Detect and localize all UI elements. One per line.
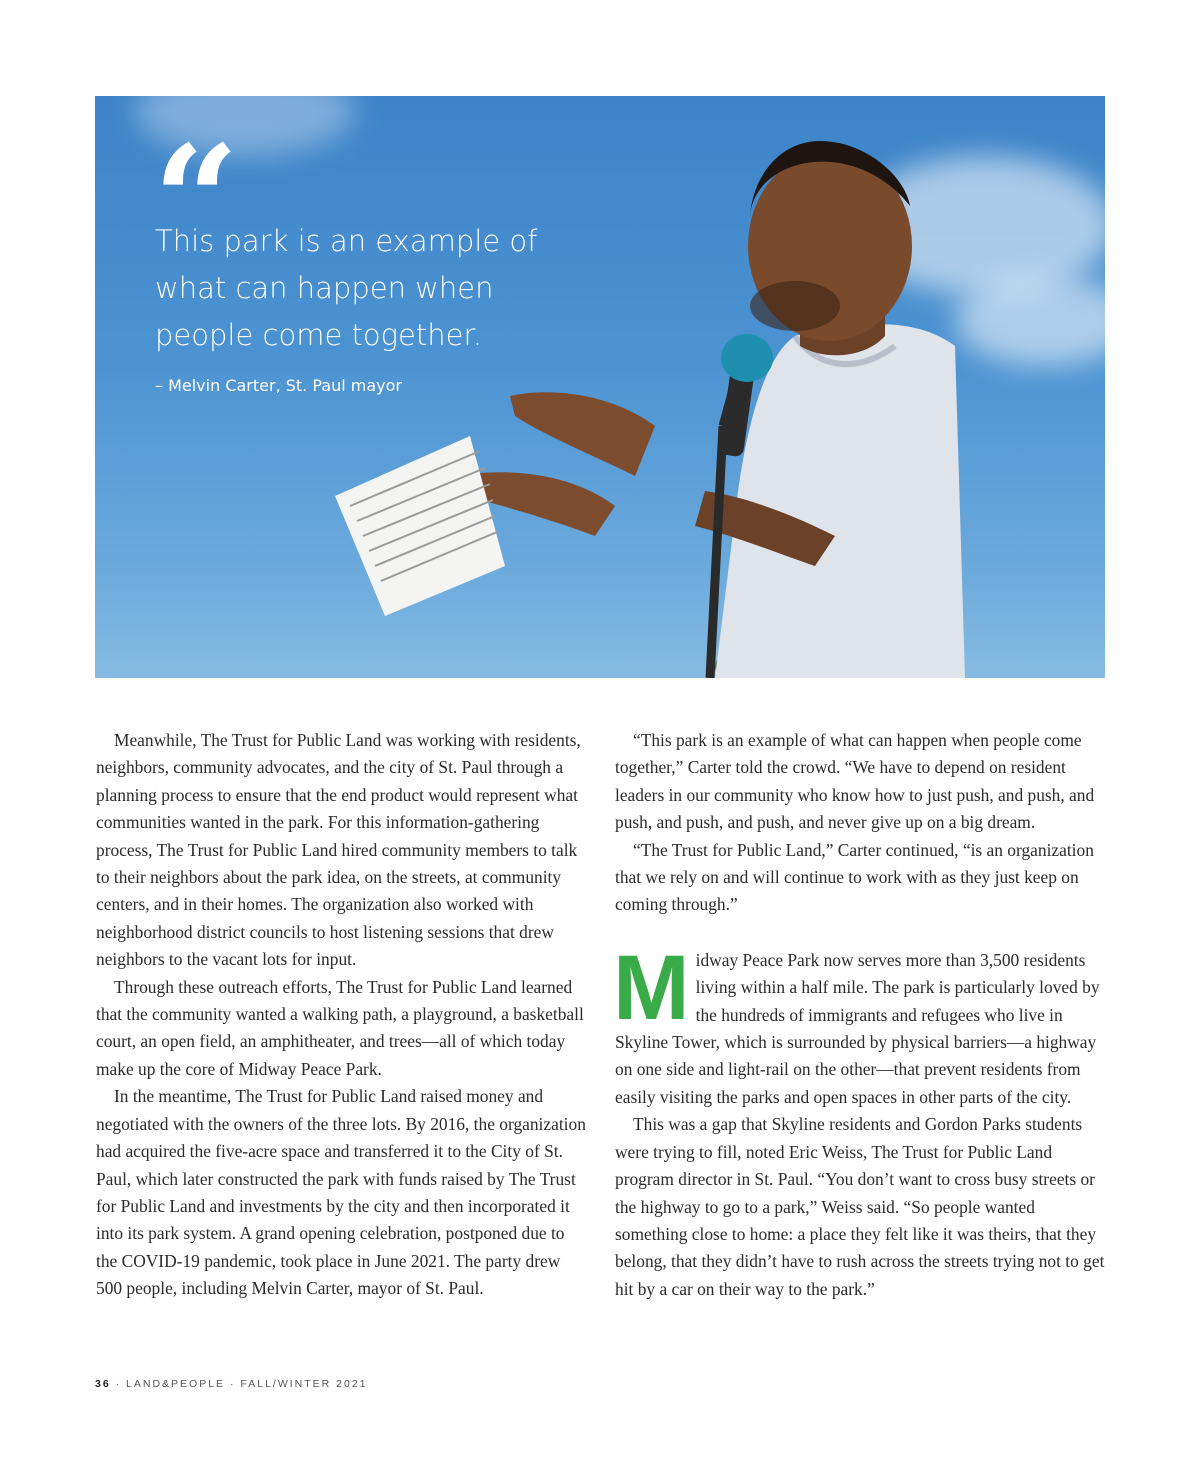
page-number: 36 xyxy=(95,1378,111,1390)
body-paragraph: “The Trust for Public Land,” Carter continued, “is an organization that we rely on and will continue to work with as they just keep on coming through.” xyxy=(615,839,1094,915)
article-column-right xyxy=(615,727,1107,1303)
drop-cap: M xyxy=(613,936,690,1039)
article-column-left xyxy=(96,727,588,1303)
pull-quote-line: people come together. xyxy=(155,318,482,352)
body-paragraph: Through these outreach efforts, The Trust for Public Land learned that the community wanted a walking path, a playground, a basketball court, an open field, an amphitheater, and trees—all of which today make up the core of Midway Peace Park. xyxy=(96,976,584,1079)
quote-attribution: – Melvin Carter, St. Paul mayor xyxy=(155,376,402,395)
body-paragraph: This was a gap that Skyline residents and Gordon Parks students were trying to fill, noted Eric Weiss, The Trust for Public Land program director in St. Paul. “You don’t want to cross busy streets or the highway to go to a park,” Weiss said. “So people wanted something close to home: a place they felt like it was theirs, that they belong, that they didn’t have to rush across the streets trying not to get hit by a car on their way to the park.” xyxy=(615,1114,1105,1299)
body-paragraph: In the meantime, The Trust for Public Land raised money and negotiated with the owners of the three lots. By 2016, the organization had acquired the five-acre space and transferred it to the City of St. Paul, which later constructed the park with funds raised by The Trust for Public Land and investments by the city and then incorporated it into its park system. A grand opening celebration, postponed due to the COVID-19 pandemic, took place in June 2021. The party drew 500 people, including Melvin Carter, mayor of St. Paul. xyxy=(96,1086,586,1299)
drop-cap-paragraph xyxy=(613,936,1107,1111)
pull-quote-line: what can happen when xyxy=(155,271,494,305)
quote-mark-icon: “ xyxy=(153,113,240,289)
hero-photo xyxy=(95,96,1105,678)
page-footer xyxy=(95,1378,368,1390)
body-paragraph: Meanwhile, The Trust for Public Land was working with residents, neighbors, community advocates, and the city of St. Paul through a planning process to ensure that the end product would represent what communities wanted in the park. For this information-gathering process, The Trust for Public Land hired community members to talk to their neighbors about the park idea, on the streets, at community centers, and in their homes. The organization also worked with neighborhood district councils to host listening sessions that drew neighbors to the vacant lots for input. xyxy=(96,730,581,970)
pull-quote xyxy=(155,218,585,359)
drop-cap-paragraph-text: idway Peace Park now serves more than 3,500 residents living within a half mile. The park is particularly loved by the hundreds of immigrants and refugees who live in Skyline Tower, which is surrounded by physical barriers—a highway on one side and light-rail on the other—that prevent residents from easily visiting the parks and open spaces in other parts of the city. xyxy=(615,949,1100,1107)
body-paragraph: “This park is an example of what can happen when people come together,” Carter told the crowd. “We have to depend on resident leaders in our community who know how to just push, and push, and push, and push, and push, and never give up on a big dream. xyxy=(615,730,1095,833)
publication-name: · LAND&PEOPLE · FALL/WINTER 2021 xyxy=(115,1378,368,1390)
pull-quote-line: This park is an example of xyxy=(155,224,538,258)
